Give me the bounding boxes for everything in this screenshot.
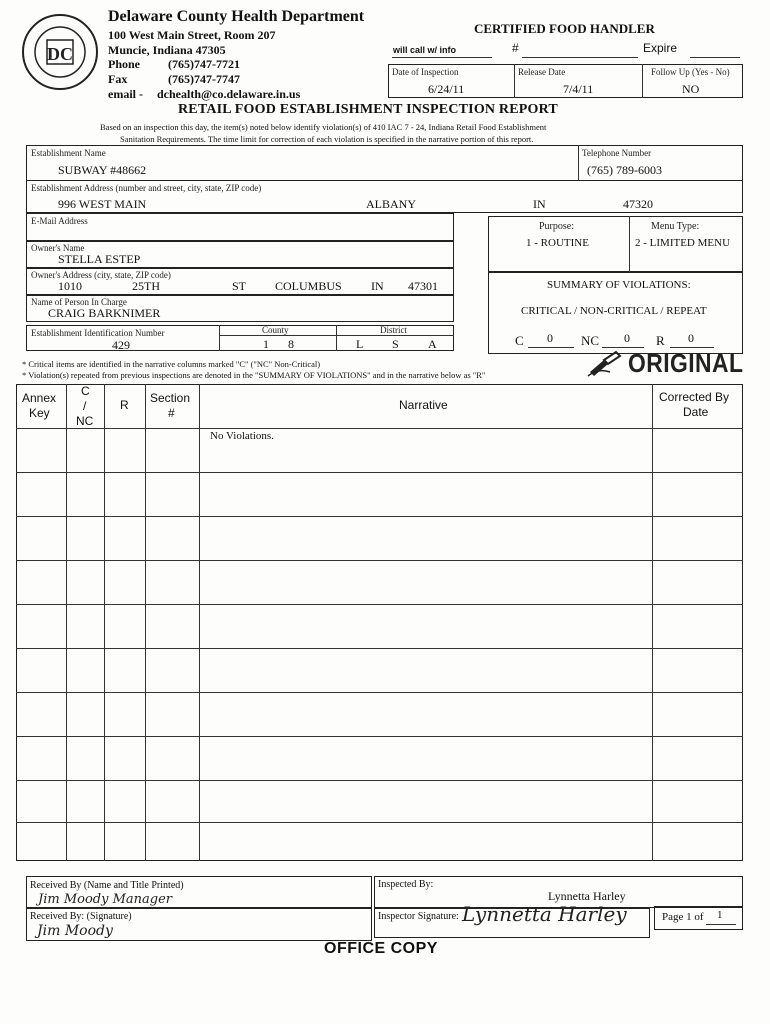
expire-label: Expire [643, 41, 678, 55]
phone-label: Phone [108, 57, 141, 71]
establishment-address-label: Establishment Address (number and street, city, state, ZIP code) [31, 183, 262, 193]
inspector-name: Lynnetta Harley [548, 889, 626, 903]
repeat-count: 0 [688, 331, 694, 345]
will-call-label: will call w/ info [393, 45, 457, 55]
person-in-charge-label: Name of Person In Charge [31, 297, 127, 307]
owner-address-city: COLUMBUS [275, 279, 342, 293]
section-hash-header: # [168, 406, 175, 420]
establishment-street: 996 WEST MAIN [58, 197, 147, 211]
purpose-value: 1 - ROUTINE [526, 237, 589, 249]
corrected-by-header: Corrected By [659, 390, 730, 404]
inspection-date: 6/24/11 [428, 82, 465, 96]
follow-up-label: Follow Up (Yes - No) [651, 67, 730, 77]
annex-header: Annex [22, 391, 57, 405]
follow-up-value: NO [682, 82, 700, 96]
person-in-charge: CRAIG BARKNIMER [48, 306, 161, 320]
certificate-number-label: # [512, 41, 519, 55]
office-copy-stamp: OFFICE COPY [324, 940, 438, 957]
owner-address-label: Owner's Address (city, state, ZIP code) [31, 270, 171, 280]
email-value: dchealth@co.delaware.in.us [157, 87, 301, 101]
menu-type-value: 2 - LIMITED MENU [635, 237, 731, 249]
county-label: County [262, 325, 289, 335]
received-by-signature-label: Received By: (Signature) [30, 911, 132, 922]
original-stamp: ORIGINAL [628, 348, 744, 378]
telephone-label: Telephone Number [582, 148, 652, 158]
summary-categories: CRITICAL / NON-CRITICAL / REPEAT [521, 305, 707, 317]
report-intro-line-2: Sanitation Requirements. The time limit for correction of each violation is specified in the narrative portion of this report. [120, 134, 534, 144]
telephone-value: (765) 789-6003 [587, 163, 662, 177]
non-critical-label: NC [581, 333, 600, 348]
repeat-note: * Violation(s) repeated from previous inspections are denoted in the "SUMMARY OF VIOLATIONS" and in the narrative below as "R" [22, 370, 486, 380]
repeat-label: R [656, 333, 665, 348]
department-address-2: Muncie, Indiana 47305 [108, 43, 226, 57]
key-header: Key [29, 406, 50, 420]
email-label: email - [108, 87, 143, 101]
received-by-name-signature: Jim Moody Manager [38, 892, 173, 907]
health-department-seal [20, 12, 100, 92]
owner-address-state: IN [371, 279, 384, 293]
department-address-1: 100 West Main Street, Room 207 [108, 28, 276, 42]
establishment-id-label: Establishment Identification Number [31, 328, 165, 338]
establishment-zip: 47320 [623, 197, 653, 211]
pen-icon [586, 350, 626, 378]
owner-name: STELLA ESTEP [58, 252, 141, 266]
received-by-name-label: Received By (Name and Title Printed) [30, 880, 184, 891]
table-row-narrative: No Violations. [210, 430, 274, 442]
establishment-name-label: Establishment Name [31, 148, 106, 158]
page-label: Page 1 of [662, 911, 704, 923]
date-header: Date [683, 405, 709, 419]
inspector-signature-label: Inspector Signature: [378, 911, 459, 922]
owner-address-zip: 47301 [408, 279, 438, 293]
page-total: 1 [717, 909, 723, 921]
district-label: District [380, 325, 407, 335]
menu-type-label: Menu Type: [651, 221, 700, 232]
report-title: RETAIL FOOD ESTABLISHMENT INSPECTION REPORT [178, 102, 558, 117]
county-digit-1: 1 [263, 337, 269, 351]
email-address-label: E-Mail Address [31, 216, 88, 226]
section-header: Section [150, 391, 191, 405]
establishment-state: IN [533, 197, 546, 211]
certified-food-handler-title: CERTIFIED FOOD HANDLER [474, 21, 655, 36]
narrative-header: Narrative [399, 398, 448, 412]
critical-note: * Critical items are identified in the narrative columns marked "C" ("NC" Non-Critical) [22, 359, 321, 369]
establishment-id: 429 [112, 338, 130, 352]
district-letter-3: A [428, 337, 437, 351]
fax-label: Fax [108, 72, 128, 86]
release-date-label: Release Date [518, 67, 566, 77]
violations-table [16, 384, 743, 861]
owner-address-number: 1010 [58, 279, 82, 293]
slash-header: / [83, 399, 87, 413]
report-intro-line-1: Based on an inspection this day, the item(s) noted below identify violation(s) of 410 IAC 7 - 24, Indiana Retail Food Establishment [100, 122, 547, 132]
critical-label: C [515, 333, 524, 348]
purpose-label: Purpose: [539, 221, 574, 232]
nc-header: NC [76, 414, 94, 428]
district-letter-2: S [392, 337, 399, 351]
received-by-signature: Jim Moody [37, 923, 113, 939]
district-letter-1: L [356, 337, 364, 351]
establishment-city: ALBANY [366, 197, 416, 211]
email-box [26, 213, 454, 241]
phone-value: (765)747-7721 [168, 57, 240, 71]
owner-address-street: 25TH [132, 279, 160, 293]
inspection-date-label: Date of Inspection [392, 67, 459, 77]
inspector-signature: Lynnetta Harley [462, 902, 627, 926]
svg-text:DC: DC [47, 44, 73, 64]
summary-title: SUMMARY OF VIOLATIONS: [547, 279, 691, 291]
fax-value: (765)747-7747 [168, 72, 240, 86]
release-date: 7/4/11 [563, 82, 594, 96]
owner-address-st: ST [232, 279, 247, 293]
establishment-name: SUBWAY #48662 [58, 163, 147, 177]
r-header: R [120, 398, 129, 412]
critical-count: 0 [547, 331, 553, 345]
c-header: C [81, 384, 90, 398]
non-critical-count: 0 [624, 331, 630, 345]
owner-name-label: Owner's Name [31, 243, 85, 253]
inspected-by-label: Inspected By: [378, 879, 434, 890]
county-digit-2: 8 [288, 337, 294, 351]
department-name: Delaware County Health Department [108, 8, 365, 25]
